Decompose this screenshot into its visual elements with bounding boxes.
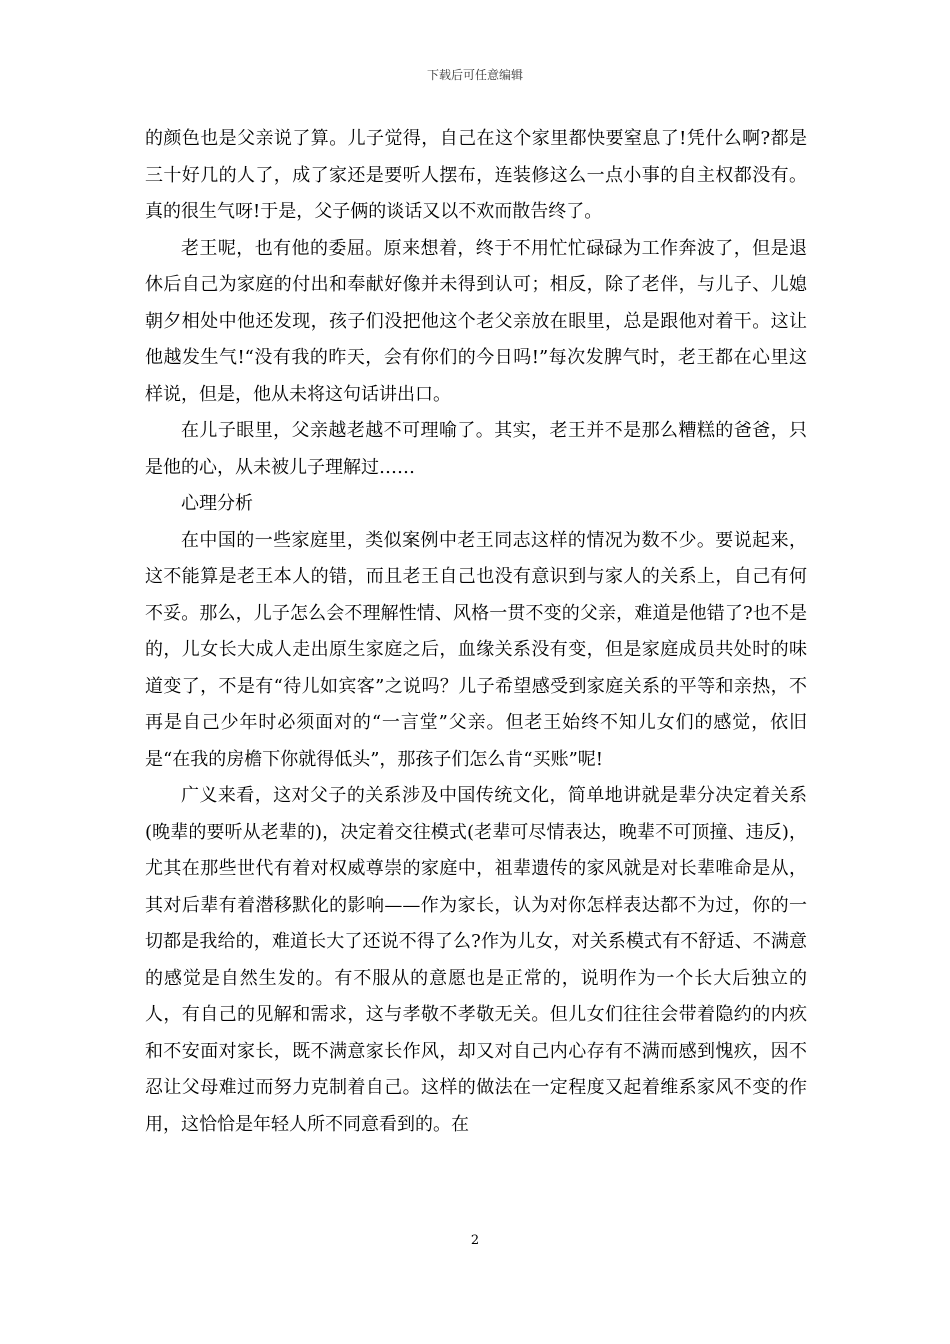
paragraph-lao-wang-grievance: 老王呢，也有他的委屈。原来想着，终于不用忙忙碌碌为工作奔波了，但是退休后自己为家庭的付出和奉献好像并未得到认可；相反，除了老伴，与儿子、儿媳朝夕相处中他还发现，孩子们没把他这个老父亲放在眼里，总是跟他对着干。这让他越发生气!“没有我的昨天，会有你们的今日吗!”每次发脾气时，老王都在心里这样说，但是，他从未将这句话讲出口。 [145, 237, 807, 405]
page-number: 2 [470, 1233, 480, 1248]
paragraph-broad-view: 广义来看，这对父子的关系涉及中国传统文化，简单地讲就是辈分决定着关系(晚辈的要听从老辈的)，决定着交往模式(老辈可尽情表达，晚辈不可顶撞、违反)，尤其在那些世代有着对权威尊崇的家庭中，祖辈遗传的家风就是对长辈唯命是从，其对后辈有着潜移默化的影响——作为家长，认为对你怎样表达都不为过，你的一切都是我给的，难道长大了还说不得了么?作为儿女，对关系模式有不舒适、不满意的感觉是自然生发的。有不服从的意愿也是正常的，说明作为一个长大后独立的人，有自己的见解和需求，这与孝敬不孝敬无关。但儿女们往往会带着隐约的内疚和不安面对家长，既不满意家长作风，却又对自己内心存有不满而感到愧疚，因不忍让父母难过而努力克制着自己。这样的做法在一定程度又起着维系家风不变的作用，这恰恰是年轻人所不同意看到的。在 [145, 785, 807, 1135]
paragraph-analysis: 在中国的一些家庭里，类似案例中老王同志这样的情况为数不少。要说起来，这不能算是老王本人的错，而且老王自己也没有意识到与家人的关系上，自己有何不妥。那么，儿子怎么会不理解性情、风格一贯不变的父亲，难道是他错了?也不是的，儿女长大成人走出原生家庭之后，血缘关系没有变，但是家庭成员共处时的味道变了，不是有“待儿如宾客”之说吗？儿子希望感受到家庭关系的平等和亲热，不再是自己少年时必须面对的“一言堂”父亲。但老王始终不知儿女们的感觉，依旧是“在我的房檐下你就得低头”，那孩子们怎么肯“买账”呢! [145, 529, 807, 770]
section-heading-psychological-analysis: 心理分析 [181, 493, 253, 514]
page-header: 下载后可任意编辑 [426, 68, 523, 82]
paragraph-continuation: 的颜色也是父亲说了算。儿子觉得，自己在这个家里都快要窒息了!凭什么啊?都是三十好几的人了，成了家还是要听人摆布，连装修这么一点小事的自主权都没有。真的很生气呀!于是，父子俩的谈话又以不欢而散告终了。 [145, 128, 807, 222]
document-body [145, 121, 807, 1143]
paragraph-son-view: 在儿子眼里，父亲越老越不可理喻了。其实，老王并不是那么糟糕的爸爸，只是他的心，从未被儿子理解过…… [145, 420, 807, 478]
